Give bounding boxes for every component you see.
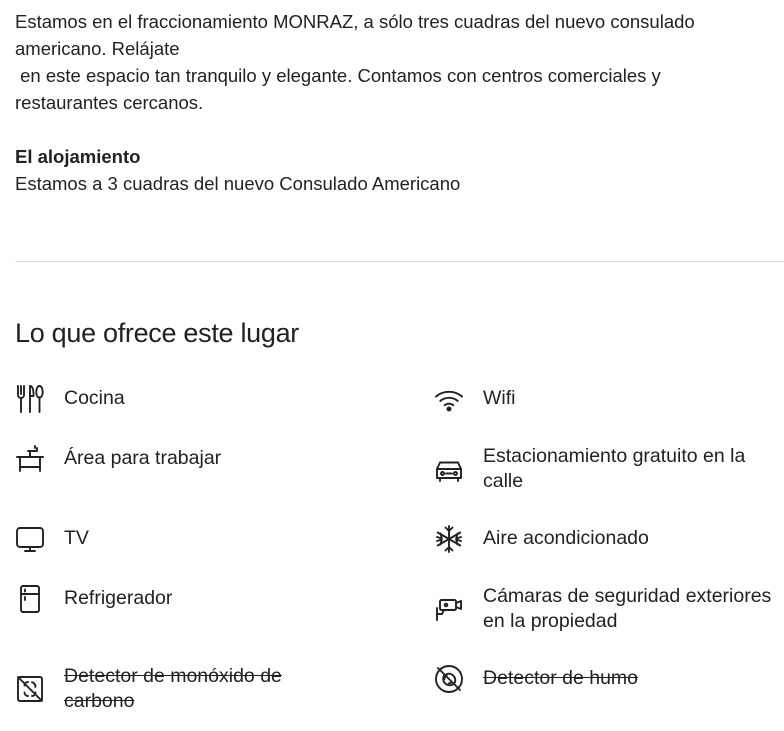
lodging-text: Estamos a 3 cuadras del nuevo Consulado Americano bbox=[15, 173, 461, 194]
wifi-icon bbox=[434, 384, 464, 414]
amenity-label: TV bbox=[64, 527, 89, 549]
amenity-label: Refrigerador bbox=[64, 587, 173, 609]
amenity-label: Detector de humo bbox=[483, 667, 639, 689]
section-divider bbox=[15, 261, 784, 262]
description-line: en este espacio tan tranquilo y elegante. Contamos con centros comerciales y bbox=[15, 65, 661, 86]
refrigerator-icon bbox=[15, 584, 45, 614]
co-alarm-off-icon bbox=[15, 674, 45, 704]
description-line: Estamos en el fraccionamiento MONRAZ, a sólo tres cuadras del nuevo consulado bbox=[15, 11, 695, 32]
kitchen-icon bbox=[15, 384, 45, 414]
car-icon bbox=[434, 454, 464, 484]
smoke-alarm-off-icon bbox=[434, 664, 464, 694]
workspace-icon bbox=[15, 444, 45, 474]
amenity-label: Cocina bbox=[64, 387, 125, 409]
tv-icon bbox=[15, 524, 45, 554]
description-line: americano. Relájate bbox=[15, 38, 180, 59]
security-camera-icon bbox=[434, 594, 464, 624]
amenity-label: Cámaras de seguridad exteriores en la propiedad bbox=[483, 585, 772, 632]
amenities-title: Lo que ofrece este lugar bbox=[15, 318, 299, 348]
amenity-label: Estacionamiento gratuito en la calle bbox=[483, 445, 746, 492]
amenity-label: Wifi bbox=[483, 387, 516, 409]
snowflake-icon bbox=[434, 524, 464, 554]
amenity-label: Aire acondicionado bbox=[483, 527, 649, 549]
amenity-label: Detector de monóxido de carbono bbox=[64, 665, 282, 712]
amenity-label: Área para trabajar bbox=[64, 447, 222, 469]
listing-description bbox=[15, 8, 780, 197]
lodging-heading: El alojamiento bbox=[15, 146, 141, 167]
description-line: restaurantes cercanos. bbox=[15, 92, 204, 113]
